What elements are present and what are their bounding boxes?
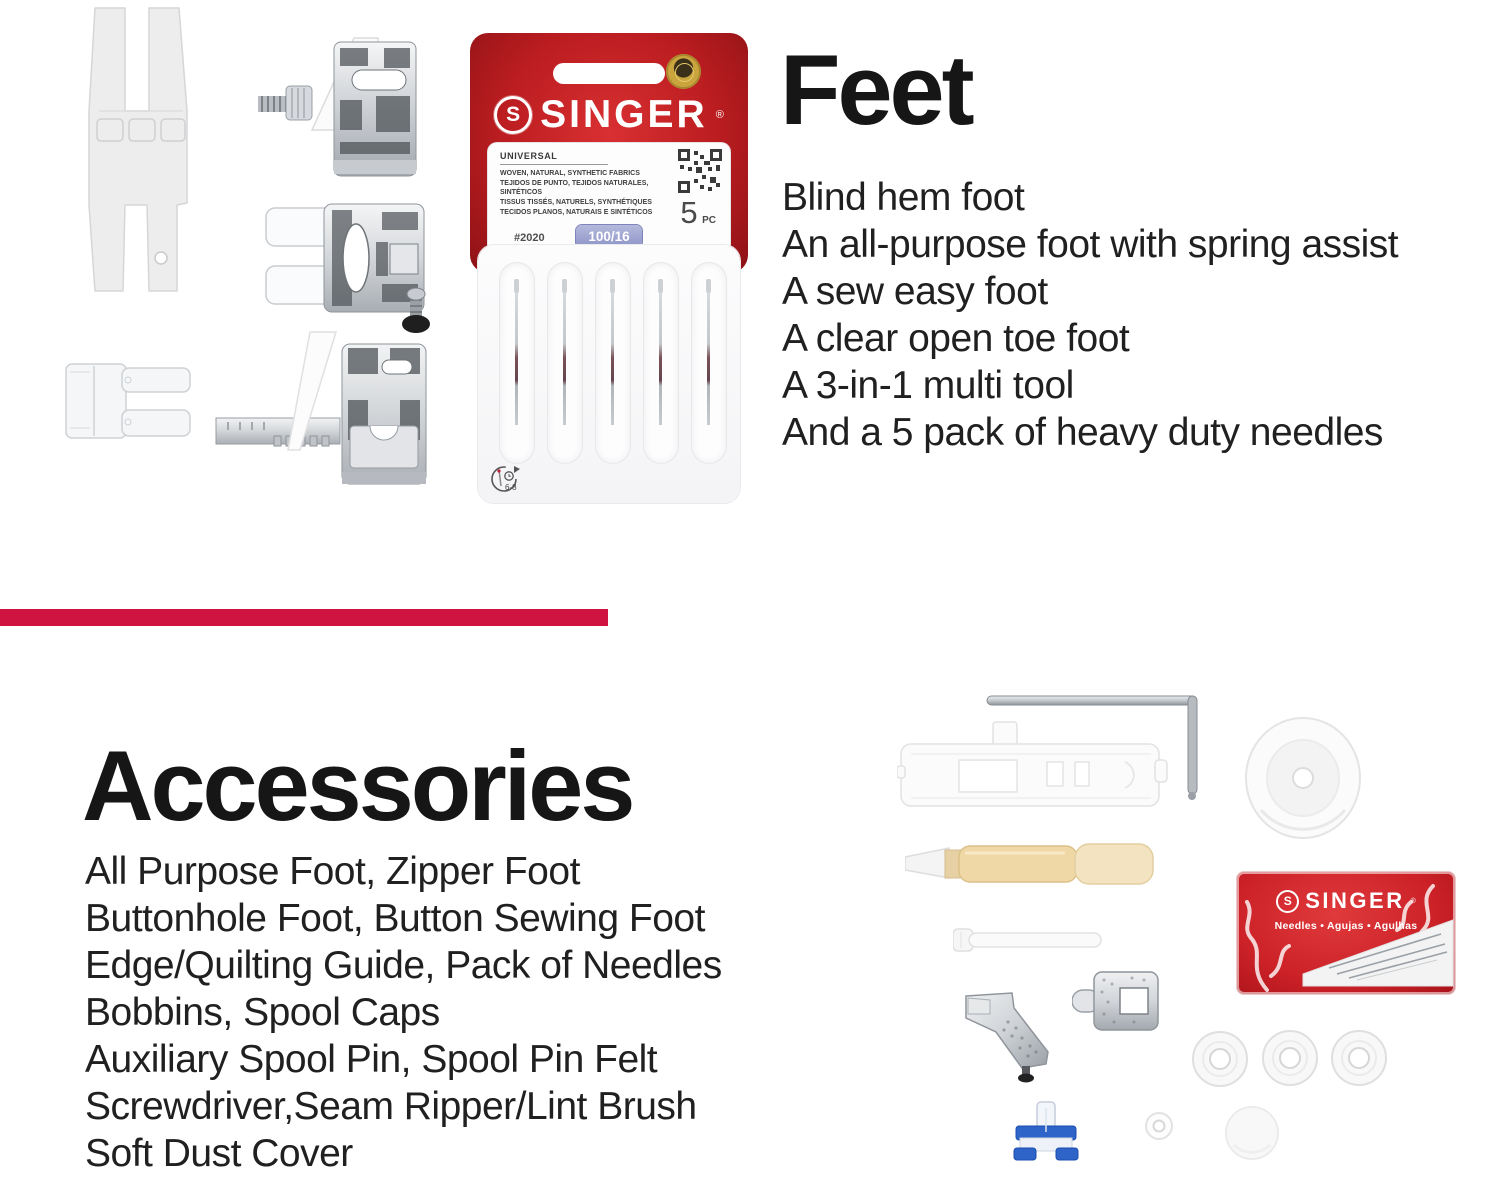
feet-list-item: A sew easy foot bbox=[782, 270, 1048, 313]
feet-list-item: A 3-in-1 multi tool bbox=[782, 364, 1074, 407]
seam-ripper-photo bbox=[905, 843, 1155, 885]
needle-pack-photo bbox=[470, 33, 748, 508]
blind-hem-foot-photo bbox=[256, 34, 418, 186]
feet-heading: Feet bbox=[780, 34, 972, 145]
needles-packet-photo bbox=[1237, 872, 1455, 994]
hang-hole bbox=[553, 63, 665, 84]
svg-text:6-8: 6-8 bbox=[505, 483, 517, 492]
bobbin-photo bbox=[1330, 1029, 1388, 1087]
buttonhole-foot-photo bbox=[897, 718, 1169, 813]
needle-slot bbox=[596, 263, 630, 463]
qr-code-icon bbox=[678, 149, 722, 193]
quantity bbox=[680, 195, 716, 231]
feet-list-item: Blind hem foot bbox=[782, 176, 1025, 219]
multi-tool-photo bbox=[85, 6, 190, 296]
accessories-list bbox=[85, 848, 722, 1177]
desc-line: TEJIDOS DE PUNTO, TEJIDOS NATURALES, SINTÉTICOS bbox=[500, 180, 649, 197]
logo-letter: S bbox=[1283, 894, 1292, 908]
needle-category: UNIVERSAL bbox=[500, 151, 608, 165]
spool-cap-photo bbox=[1243, 715, 1363, 841]
clear-open-toe-foot-photo bbox=[64, 360, 196, 442]
sewing-time-icon bbox=[488, 463, 522, 497]
accessories-list-item: All Purpose Foot, Zipper Foot bbox=[85, 850, 580, 893]
needle-slot bbox=[548, 263, 582, 463]
needle-pack-card bbox=[470, 33, 748, 273]
blue-clip-foot-photo bbox=[1010, 1100, 1082, 1162]
accessories-list-item: Soft Dust Cover bbox=[85, 1132, 353, 1175]
desc-line: TECIDOS PLANOS, NATURAIS E SINTÉTICOS bbox=[500, 209, 653, 217]
spring-assist-foot-photo bbox=[264, 202, 430, 338]
fabric-description bbox=[500, 169, 660, 218]
accessories-list-item: Screwdriver,Seam Ripper/Lint Brush bbox=[85, 1085, 697, 1128]
brand-name: SINGER bbox=[540, 93, 708, 136]
needle-blister bbox=[478, 245, 740, 503]
needle-slot bbox=[692, 263, 726, 463]
quantity-number: 5 bbox=[680, 195, 698, 230]
red-divider bbox=[0, 609, 608, 626]
needle-icon bbox=[659, 285, 662, 425]
small-spool-cap-photo bbox=[1224, 1105, 1281, 1162]
spool-pin-felt-photo bbox=[1143, 1110, 1175, 1142]
item-number: #2020 bbox=[514, 232, 545, 244]
registered-mark: ® bbox=[715, 109, 724, 121]
feet-list-item: An all-purpose foot with spring assist bbox=[782, 223, 1399, 266]
needle-size-badge: 100/16 bbox=[576, 225, 642, 248]
feet-list-item: And a 5 pack of heavy duty needles bbox=[782, 411, 1383, 454]
accessories-list-item: Auxiliary Spool Pin, Spool Pin Felt bbox=[85, 1038, 658, 1081]
desc-line: WOVEN, NATURAL, SYNTHETIC FABRICS bbox=[500, 170, 640, 177]
desc-line: TISSUS TISSÉS, NATURELS, SYNTHÉTIQUES bbox=[500, 199, 652, 207]
bobbin-photo bbox=[1191, 1030, 1249, 1088]
accessories-heading: Accessories bbox=[82, 730, 633, 841]
needle-icon bbox=[611, 285, 614, 425]
feet-list bbox=[782, 174, 1398, 456]
needle-icon bbox=[563, 285, 566, 425]
pack-label-panel bbox=[488, 143, 730, 253]
packet-singer-logo bbox=[1237, 888, 1455, 914]
feet-list-item: A clear open toe foot bbox=[782, 317, 1130, 360]
zipper-foot-photo bbox=[960, 988, 1050, 1083]
needle-slot bbox=[500, 263, 534, 463]
quantity-unit: PC bbox=[702, 215, 716, 226]
gold-seal-badge-icon bbox=[666, 54, 701, 89]
accessories-list-item: Bobbins, Spool Caps bbox=[85, 991, 440, 1034]
quilting-guide-foot-photo bbox=[214, 330, 429, 492]
singer-logo bbox=[470, 93, 748, 137]
accessories-list-item: Buttonhole Foot, Button Sewing Foot bbox=[85, 897, 705, 940]
singer-s-icon bbox=[494, 96, 532, 134]
spool-pin-photo bbox=[953, 926, 1103, 954]
needle-icon bbox=[515, 285, 518, 425]
registered-mark: ® bbox=[1410, 897, 1416, 905]
button-sewing-foot-photo bbox=[1072, 970, 1162, 1032]
packet-brand-name: SINGER bbox=[1305, 888, 1405, 913]
accessories-list-item: Edge/Quilting Guide, Pack of Needles bbox=[85, 944, 722, 987]
singer-s-icon bbox=[1276, 890, 1299, 913]
bobbin-photo bbox=[1261, 1029, 1319, 1087]
logo-letter: S bbox=[506, 103, 521, 126]
packet-tagline: Needles • Agujas • Agulhas bbox=[1274, 920, 1418, 932]
needle-slot bbox=[644, 263, 678, 463]
needle-icon bbox=[707, 285, 710, 425]
